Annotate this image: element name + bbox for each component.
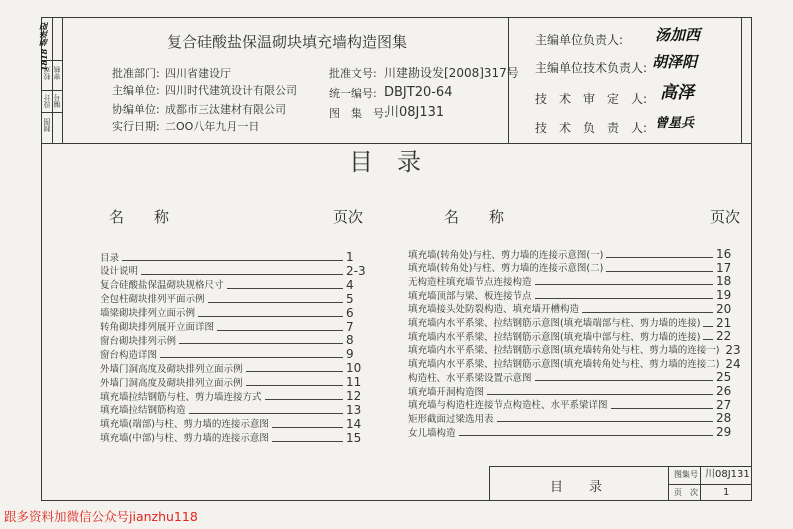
toc-entry xyxy=(100,333,372,348)
toc-entry-page: 2-3 xyxy=(346,263,366,278)
toc-entry-page: 12 xyxy=(346,389,362,403)
toc-entry-page: 26 xyxy=(716,384,732,398)
toc-entry-page: 4 xyxy=(346,277,354,292)
toc-leader-line xyxy=(535,298,713,299)
toc-leader-line xyxy=(611,408,713,409)
toc-entry-page: 10 xyxy=(346,361,362,376)
toc-entry-page: 20 xyxy=(716,301,732,316)
toc-leader-line xyxy=(703,339,713,340)
toc-entry-page: 23 xyxy=(725,342,741,357)
toc-entry-title: 女儿墙构造 xyxy=(408,427,456,439)
toc-entry-page: 6 xyxy=(346,305,354,320)
atlas-title: 复合硅酸盐保温砌块填充墙构造图集 xyxy=(167,33,408,51)
toc-entry-page: 21 xyxy=(716,315,732,330)
signature-handwriting: 汤加西 xyxy=(655,26,701,44)
toc-leader-line xyxy=(208,302,343,303)
approval-dept-label: 批准部门: xyxy=(112,67,160,80)
toc-entry xyxy=(408,425,742,440)
toc-entry-page: 1 xyxy=(346,250,354,264)
toc-leader-line xyxy=(198,316,343,317)
side-strip-cell: 制图 xyxy=(43,118,51,132)
title-block-top-line xyxy=(489,466,752,467)
header-signature-divider xyxy=(508,17,509,143)
title-block-left-line xyxy=(489,466,490,501)
toc-leader-line xyxy=(535,380,713,381)
toc-entry-page: 14 xyxy=(346,416,362,431)
side-strip-row-line xyxy=(41,112,62,113)
toc-entry-page: 8 xyxy=(346,333,354,348)
toc-leader-line xyxy=(703,326,713,327)
toc-entry-title: 填充墙(中部)与柱、剪力墙的连接示意图 xyxy=(100,433,269,445)
toc-entry xyxy=(100,263,372,278)
toc-entry-page: 22 xyxy=(716,329,732,344)
side-strip-handwriting: 1818 胡泽阳 xyxy=(39,22,49,72)
toc-entry-title: 构造柱、水平系梁设置示意图 xyxy=(408,372,532,384)
toc-entry-title: 填充墙内水平系梁、拉结钢筋示意图(填充墙端部与柱、剪力墙的连接) xyxy=(408,318,701,329)
toc-entry-title: 填充墙内水平系梁、拉结钢筋示意图(填充墙转角处与柱、剪力墙的连接一) xyxy=(408,345,720,357)
title-block-atlas-no-label: 图集号 xyxy=(674,470,698,479)
toc-entry xyxy=(408,356,742,371)
toc-leader-line xyxy=(160,357,343,358)
toc-leader-line xyxy=(122,260,343,261)
side-strip-cell: 校对 xyxy=(43,66,51,80)
toc-entry-page: 11 xyxy=(346,375,362,390)
toc-entry-page: 13 xyxy=(346,402,362,417)
toc-entry-page: 7 xyxy=(346,319,354,334)
title-block-name: 目 录 xyxy=(550,480,603,495)
toc-entry-page: 28 xyxy=(716,411,732,426)
toc-leader-line xyxy=(179,343,343,344)
watermark-note: 跟多资料加微信公众号jianzhu118 xyxy=(4,509,198,524)
toc-entry-title: 填充墙接头处防裂构造、填充墙开槽构造 xyxy=(408,304,580,316)
toc-entry-title: 无构造柱填充墙节点连接构造 xyxy=(408,276,532,288)
toc-entry-title: 外墙门洞高度及砌块排列立面示例 xyxy=(100,377,243,389)
toc-leader-line xyxy=(227,288,343,289)
toc-leader-line xyxy=(272,427,343,428)
toc-entry-title: 窗台构造详图 xyxy=(100,349,158,361)
title-block-page: 1 xyxy=(723,487,730,498)
toc-entry-title: 窗台砌块排列示例 xyxy=(100,335,177,347)
side-strip-row-line xyxy=(41,90,62,91)
toc-entry xyxy=(100,361,372,376)
toc-leader-line xyxy=(535,284,713,285)
toc-entry-title: 填充墙(转角处)与柱、剪力墙的连接示意图(二) xyxy=(408,263,604,275)
approval-dept-value: 四川省建设厅 xyxy=(165,67,231,80)
toc-entry-title: 墙梁砌块排列立面示例 xyxy=(100,308,196,320)
toc-entry-title: 填充墙内水平系梁、拉结钢筋示意图(填充墙中部与柱、剪力墙的连接) xyxy=(408,331,701,343)
toc-entry-page: 18 xyxy=(716,274,732,289)
toc-col-page-right: 页次 xyxy=(710,208,741,226)
toc-entry-title: 转角砌块排列展开立面详图 xyxy=(100,322,215,333)
toc-entry-page: 15 xyxy=(346,430,362,445)
impl-date-label: 实行日期: xyxy=(112,120,160,133)
coop-unit-label: 协编单位: xyxy=(112,103,160,116)
toc-entry-title: 设计说明 xyxy=(100,266,139,278)
toc-entry xyxy=(408,301,742,316)
toc-leader-line xyxy=(217,330,343,331)
toc-entry-page: 17 xyxy=(716,260,732,275)
toc-entry-title: 外墙门洞高度及砌块排列立面示例 xyxy=(100,363,243,375)
side-strip-cell: 编号 xyxy=(53,94,61,108)
toc-entry-title: 填充墙开洞构造图 xyxy=(408,386,485,398)
signature-label: 主编单位技术负责人: xyxy=(535,61,648,75)
toc-entry xyxy=(408,315,742,330)
impl-date-value: 二OO八年九月一日 xyxy=(165,120,260,133)
toc-entry xyxy=(408,329,742,344)
toc-leader-line xyxy=(459,435,713,436)
side-strip-cell: 设计 xyxy=(43,94,51,108)
toc-entry-title: 填充墙(转角处)与柱、剪力墙的连接示意图(一) xyxy=(408,249,604,261)
toc-entry xyxy=(100,375,372,390)
toc-entry xyxy=(408,411,742,426)
signature-handwriting: 高泽 xyxy=(660,83,694,103)
drawing-no-label: 图 集 号: xyxy=(329,107,388,120)
toc-leader-line xyxy=(582,312,713,313)
header-bottom-line xyxy=(62,143,752,144)
toc-leader-line xyxy=(246,385,343,386)
toc-entry xyxy=(408,274,742,289)
toc-leader-line xyxy=(497,421,713,422)
toc-leader-line xyxy=(246,371,343,372)
side-strip-cell: 审核 xyxy=(53,66,61,80)
coop-unit-value: 成都市三汰建材有限公司 xyxy=(165,103,286,116)
signature-label: 主编单位负责人: xyxy=(535,33,624,47)
side-strip-divider xyxy=(52,17,53,143)
toc-entry xyxy=(100,416,372,431)
toc-entry xyxy=(100,277,372,292)
toc-entry-page: 24 xyxy=(725,356,741,371)
toc-entry xyxy=(100,250,372,264)
toc-entry-title: 目录 xyxy=(100,252,120,264)
signature-handwriting: 曾星兵 xyxy=(655,116,695,131)
editor-unit-label: 主编单位: xyxy=(112,84,160,97)
toc-entry-title: 全包柱砌块排列平面示例 xyxy=(100,294,205,306)
toc-entry xyxy=(408,384,742,398)
toc-leader-line xyxy=(189,413,343,414)
signature-label: 技 术 审 定 人: xyxy=(535,92,648,106)
side-strip-divider-2 xyxy=(62,17,63,143)
toc-entry xyxy=(408,288,742,303)
toc-col-page-left: 页次 xyxy=(333,208,364,226)
toc-entry xyxy=(100,305,372,320)
toc-heading: 目 录 xyxy=(349,148,421,176)
toc-entry-title: 填充墙(端部)与柱、剪力墙的连接示意图 xyxy=(100,419,269,431)
toc-leader-line xyxy=(606,257,713,258)
toc-entry xyxy=(408,370,742,385)
toc-entry xyxy=(100,319,372,334)
toc-entry-title: 填充墙拉结钢筋构造 xyxy=(100,405,186,417)
drawing-no-value: 川08J131 xyxy=(386,105,445,120)
toc-entry xyxy=(408,247,742,261)
toc-entry-title: 填充墙顶部与梁、板连接节点 xyxy=(408,290,532,302)
toc-entry xyxy=(408,397,742,412)
doc-no-value: 川建勘设发[2008]317号 xyxy=(384,66,519,80)
title-block-page-label: 页 次 xyxy=(674,488,698,497)
title-block-row-line xyxy=(668,484,752,485)
toc-entry-page: 27 xyxy=(716,397,732,412)
toc-leader-line xyxy=(265,399,343,400)
unified-no-label: 统一编号: xyxy=(329,87,377,100)
toc-leader-line xyxy=(141,274,343,275)
toc-entry xyxy=(100,430,372,445)
toc-col-name-right: 名 称 xyxy=(444,208,505,226)
toc-entry xyxy=(100,347,372,362)
toc-entry-title: 填充墙拉结钢筋与柱、剪力墙连接方式 xyxy=(100,391,262,403)
toc-entry xyxy=(100,402,372,417)
toc-entry xyxy=(408,342,742,357)
toc-entry-page: 9 xyxy=(346,347,354,362)
toc-entry-page: 19 xyxy=(716,288,732,303)
toc-entry xyxy=(408,260,742,275)
toc-col-name-left: 名 称 xyxy=(109,208,170,226)
header-signature-right-divider xyxy=(741,17,742,143)
unified-no-value: DBJT20-64 xyxy=(384,85,453,100)
doc-no-label: 批准文号: xyxy=(329,67,377,80)
signature-handwriting: 胡泽阳 xyxy=(652,53,698,71)
toc-leader-line xyxy=(606,271,713,272)
toc-entry xyxy=(100,291,372,306)
toc-leader-line xyxy=(272,441,343,442)
editor-unit-value: 四川时代建筑设计有限公司 xyxy=(165,84,297,97)
toc-entry-title: 填充墙内水平系梁、拉结钢筋示意图(填充墙转角处与柱、剪力墙的连接二) xyxy=(408,359,720,371)
toc-entry-title: 复合硅酸盐保温砌块规格尺寸 xyxy=(100,280,224,292)
signature-label: 技 术 负 责 人: xyxy=(535,121,648,135)
side-strip-bottom-line xyxy=(41,143,62,144)
toc-entry-title: 填充墙与构造柱连接节点构造柱、水平系梁详图 xyxy=(408,400,608,412)
toc-leader-line xyxy=(487,394,713,395)
toc-entry-page: 16 xyxy=(716,247,732,261)
toc-entry-page: 25 xyxy=(716,370,732,385)
toc-entry xyxy=(100,389,372,403)
toc-entry-page: 29 xyxy=(716,425,732,440)
title-block-atlas-no: 川08J131 xyxy=(705,469,750,480)
toc-entry-title: 矩形截面过梁选用表 xyxy=(408,413,494,425)
toc-entry-page: 5 xyxy=(346,291,354,306)
